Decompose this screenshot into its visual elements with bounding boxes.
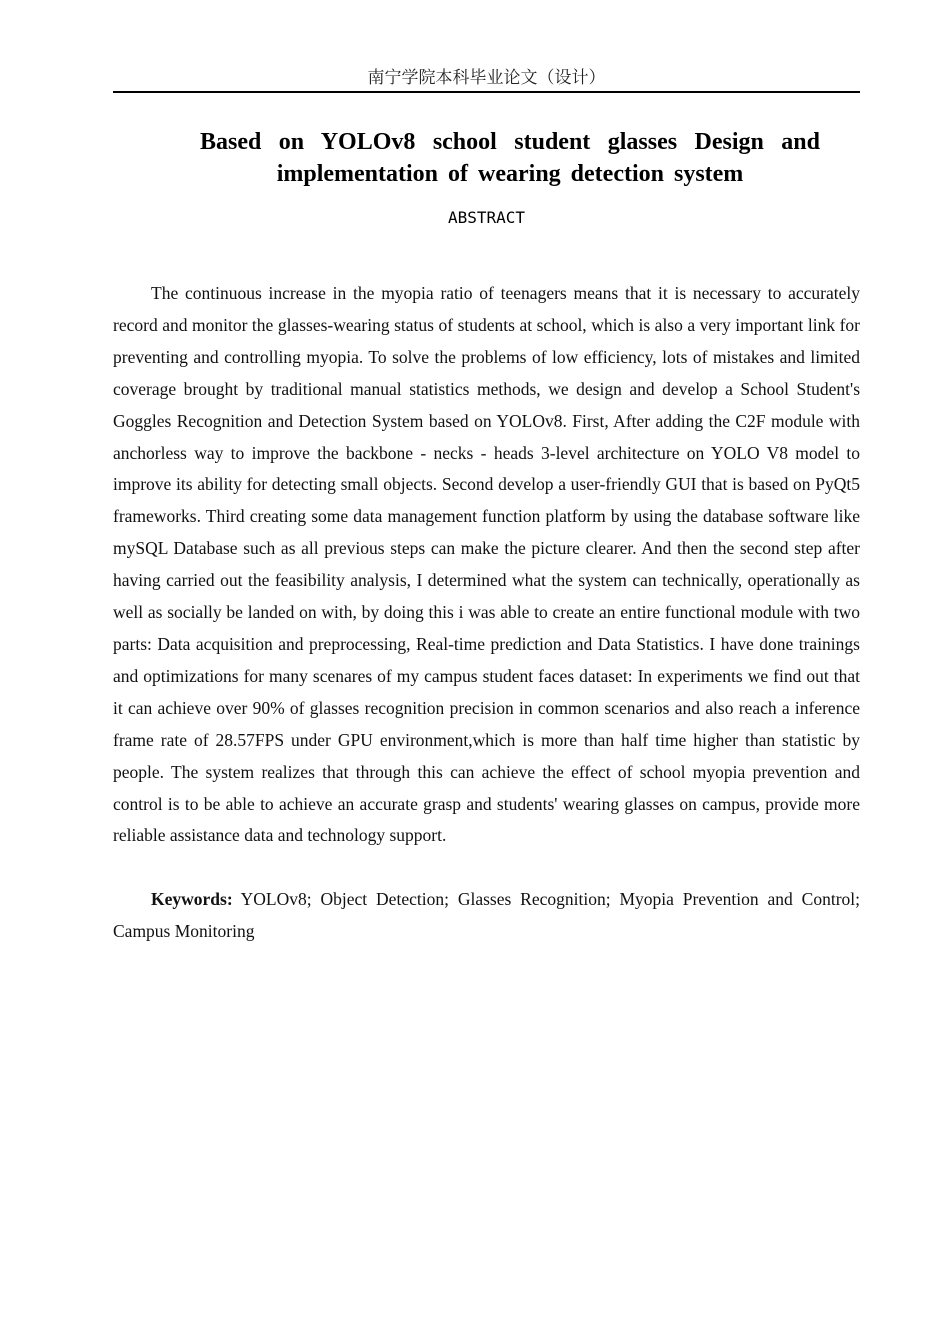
keywords-label: Keywords:	[151, 889, 233, 909]
abstract-heading: ABSTRACT	[447, 208, 526, 227]
paper-title: Based on YOLOv8 school student glasses Design and implementation of wearing detection system	[200, 129, 820, 187]
keywords-text: YOLOv8; Object Detection; Glasses Recognition; Myopia Prevention and Control; Campus Monitoring	[113, 889, 860, 941]
header-rule	[113, 91, 860, 93]
abstract-body: The continuous increase in the myopia ratio of teenagers means that it is necessary to accurately record and monitor the glasses-wearing status of students at school, which is also a very important link for preventing and controlling myopia. To solve the problems of low efficiency, lots of mistakes and limited coverage brought by traditional manual statistics methods, we design and develop a School Student's Goggles Recognition and Detection System based on YOLOv8. First, After adding the C2F module with anchorless way to improve the backbone - necks - heads 3-level architecture on YOLO V8 model to improve its ability for detecting small objects. Second develop a user-friendly GUI that is based on PyQt5 frameworks. Third creating some data management function platform by using the database software like mySQL Database such as all previous steps can make the picture clearer. And then the second step after having carried out the feasibility analysis, I determined what the system can technically, operationally as well as socially be landed on with, by doing this i was able to create an entire functional module with two parts: Data acquisition and preprocessing, Real-time prediction and Data Statistics. I have done trainings and optimizations for many scenares of my campus student faces dataset: In experiments we find out that it can achieve over 90% of glasses recognition precision in common scenarios and also reach a inference frame rate of 28.57FPS under GPU environment,which is more than half time higher than statistic by people. The system realizes that through this can achieve the effect of school myopia prevention and control is to be able to achieve an accurate grasp and students' wearing glasses on campus, provide more reliable assistance data and technology support.	[113, 283, 860, 846]
running-header: 南宁学院本科毕业论文（设计）	[367, 68, 606, 88]
keywords-paragraph	[113, 884, 860, 948]
